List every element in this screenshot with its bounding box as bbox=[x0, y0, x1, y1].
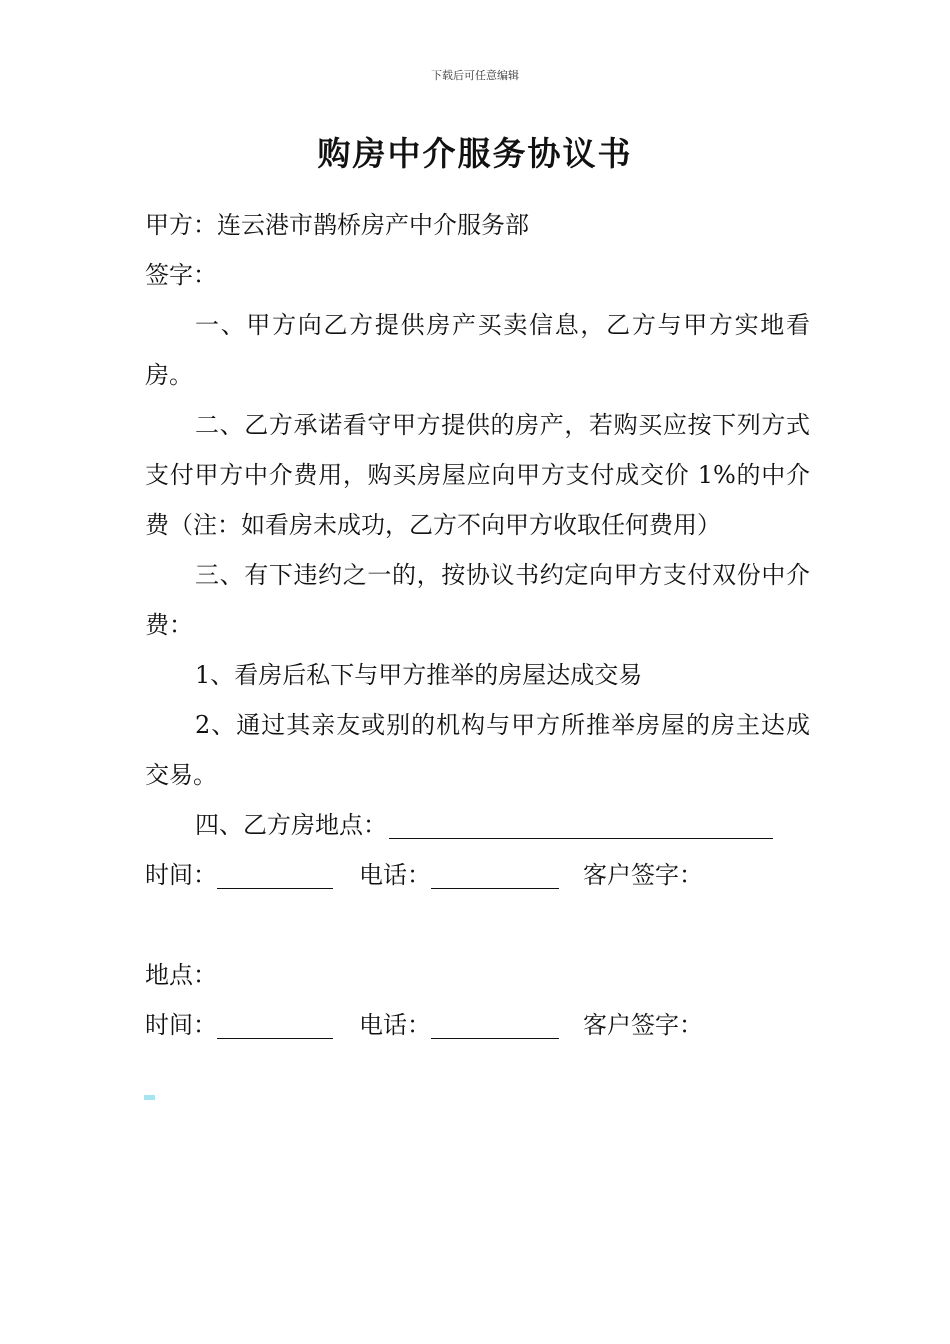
location-label: 地点： bbox=[145, 961, 217, 989]
document-body bbox=[145, 200, 810, 1050]
party-a-line: 甲方：连云港市鹊桥房产中介服务部 bbox=[145, 211, 529, 239]
location-blank-field[interactable] bbox=[389, 812, 773, 839]
contact-row-1 bbox=[145, 850, 810, 900]
document-title: 购房中介服务协议书 bbox=[317, 134, 633, 173]
time-blank-field-1[interactable] bbox=[217, 862, 333, 889]
phone-blank-field-2[interactable] bbox=[431, 1012, 559, 1039]
clause-2: 二、乙方承诺看守甲方提供的房产，若购买应按下列方式支付甲方中介费用，购买房屋应向甲方支付成交价 1%的中介费（注：如看房未成功，乙方不向甲方收取任何费用） bbox=[145, 411, 810, 539]
clause-1: 一、甲方向乙方提供房产买卖信息，乙方与甲方实地看房。 bbox=[145, 311, 810, 389]
phone-label-2: 电话： bbox=[359, 1011, 431, 1039]
blank-line bbox=[145, 900, 810, 950]
phone-label-1: 电话： bbox=[359, 861, 431, 889]
client-sign-label-2: 客户签字： bbox=[583, 1011, 703, 1039]
signature-label: 签字： bbox=[145, 261, 217, 289]
time-blank-field-2[interactable] bbox=[217, 1012, 333, 1039]
breach-item-2: 2、通过其亲友或别的机构与甲方所推举房屋的房主达成交易。 bbox=[145, 711, 810, 789]
breach-item-1: 1、看房后私下与甲方推举的房屋达成交易 bbox=[195, 661, 643, 689]
time-label-2: 时间： bbox=[145, 1011, 217, 1039]
header-note: 下载后可任意编辑 bbox=[431, 69, 519, 82]
clause-4-label: 四、乙方房地点： bbox=[195, 811, 387, 839]
client-sign-label-1: 客户签字： bbox=[583, 861, 703, 889]
text-cursor-marker bbox=[144, 1095, 155, 1100]
time-label-1: 时间： bbox=[145, 861, 217, 889]
phone-blank-field-1[interactable] bbox=[431, 862, 559, 889]
contact-row-2 bbox=[145, 1000, 810, 1050]
clause-4-line bbox=[145, 800, 810, 850]
clause-3: 三、有下违约之一的，按协议书约定向甲方支付双份中介费： bbox=[145, 561, 810, 639]
